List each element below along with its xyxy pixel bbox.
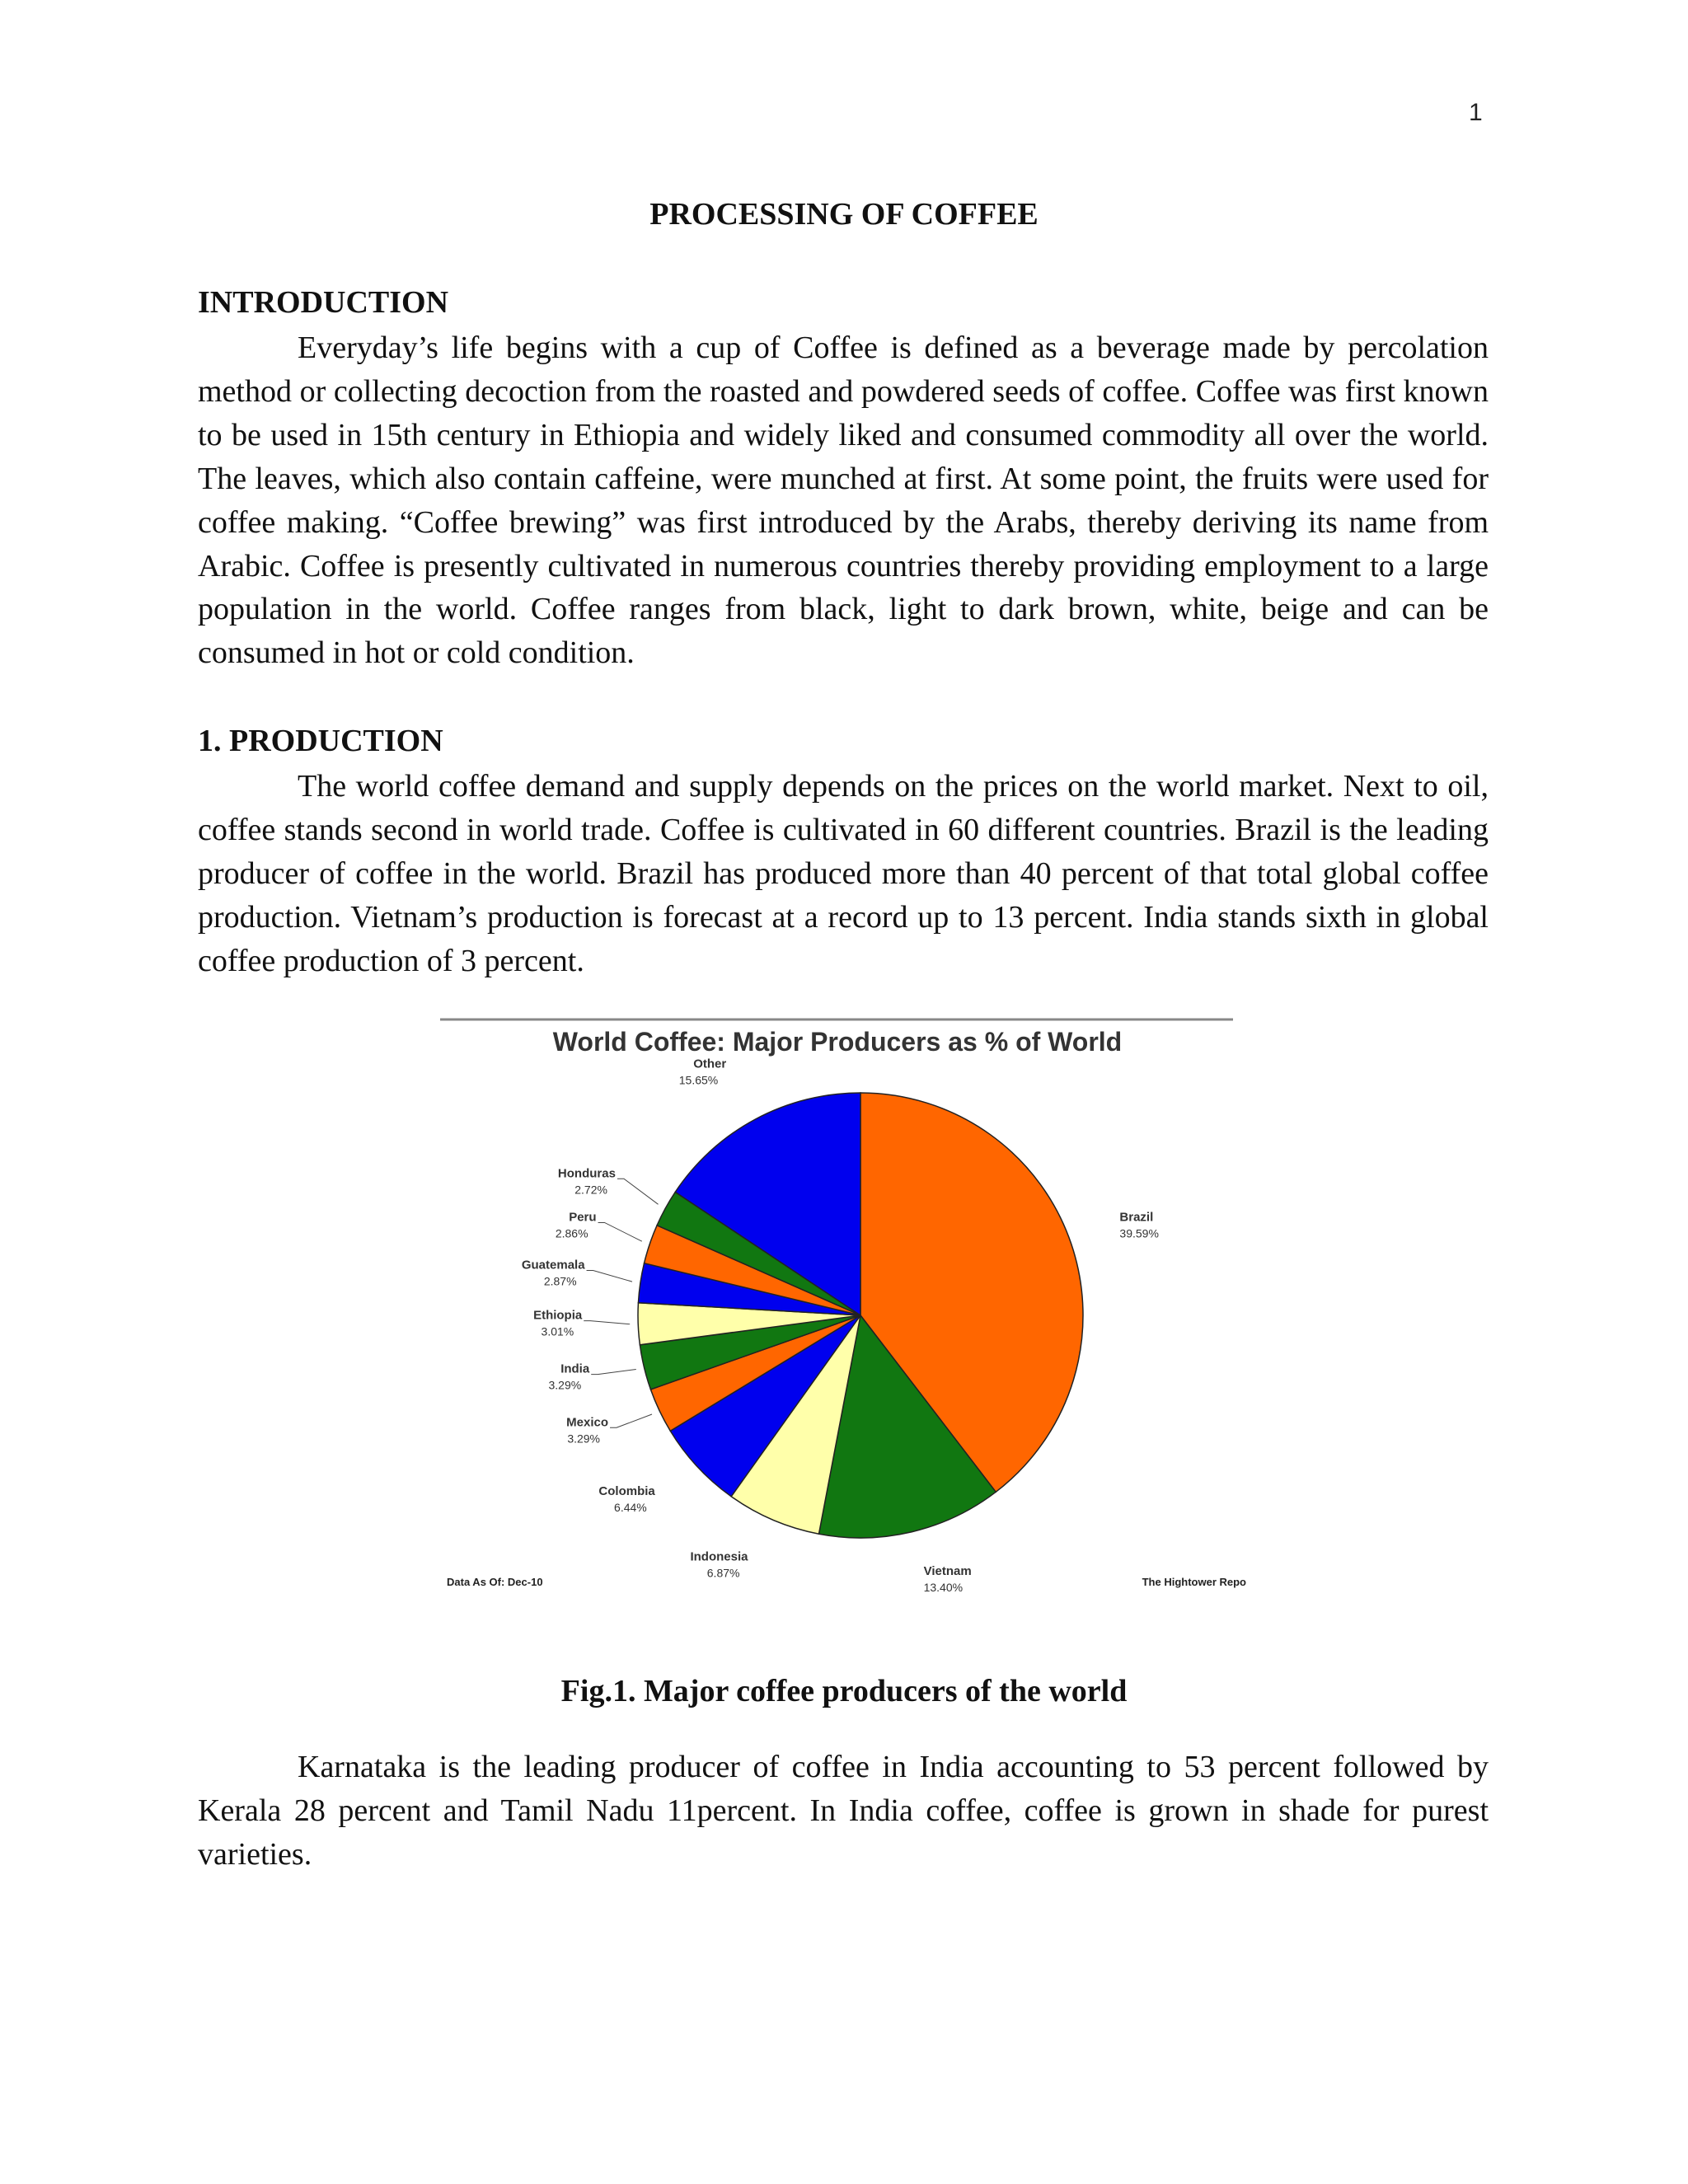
pie-value-vietnam: 13.40% xyxy=(923,1581,964,1595)
pie-chart-figure xyxy=(440,1012,1248,1614)
pie-value-honduras: 2.72% xyxy=(574,1183,607,1197)
pie-label-other: Other xyxy=(693,1057,727,1071)
page-number: 1 xyxy=(1469,99,1483,126)
production-paragraph: The world coffee demand and supply depends on the prices on the world market. Next to oil, coffee stands second in world trade. Coffee is cultivated in 60 different countries. Brazil is the leading producer of coffee in the world. Brazil has produced more than 40 percent of that total global coffee production. Vietnam’s production is forecast at a record up to 13 percent. India stands sixth in global coffee production of 3 percent. xyxy=(198,769,1489,978)
pie-label-guatemala: Guatemala xyxy=(521,1258,585,1272)
pie-label-ethiopia: Ethiopia xyxy=(533,1308,583,1323)
pie-value-other: 15.65% xyxy=(678,1073,719,1087)
pie-label-vietnam: Vietnam xyxy=(923,1564,972,1579)
pie-value-india: 3.29% xyxy=(548,1378,582,1392)
pie-value-ethiopia: 3.01% xyxy=(541,1324,574,1338)
pie-value-brazil: 39.59% xyxy=(1119,1226,1159,1240)
pie-slices xyxy=(638,1093,1083,1538)
introduction-paragraph: Everyday’s life begins with a cup of Coffee is defined as a beverage made by percolation method or collecting decoction from the roasted and powdered seeds of coffee. Coffee was first known to be used in 15th century in Ethiopia and widely liked and consumed commodity all over the world. The leaves, which also contain caffeine, were munched at first. At some point, the fruits were used for coffee making. “Coffee brewing” was first introduced by the Arabs, thereby deriving its name from Arabic. Coffee is presently cultivated in numerous countries thereby providing employment to a large population in the world. Coffee ranges from black, light to dark brown, white, beige and can be consumed in hot or cold condition. xyxy=(198,330,1489,671)
pie-value-peru: 2.86% xyxy=(555,1226,588,1240)
pie-label-mexico: Mexico xyxy=(566,1415,609,1430)
pie-leader-line-peru xyxy=(598,1222,642,1241)
document-title: PROCESSING OF COFFEE xyxy=(649,197,1039,232)
pie-label-colombia: Colombia xyxy=(598,1483,655,1498)
chart-footnote-publisher: The Hightower Repo xyxy=(1142,1576,1246,1588)
pie-leader-line-india xyxy=(591,1369,636,1374)
pie-value-mexico: 3.29% xyxy=(567,1432,601,1446)
pie-label-peru: Peru xyxy=(569,1210,597,1225)
chart-footnote-source-date: Data As Of: Dec-10 xyxy=(447,1576,543,1588)
pie-label-india: India xyxy=(560,1361,590,1376)
pie-leader-line-ethiopia xyxy=(584,1321,630,1324)
pie-label-honduras: Honduras xyxy=(557,1166,616,1181)
closing-paragraph: Karnataka is the leading producer of coffee in India accounting to 53 percent followed by Kerala 28 percent and Tamil Nadu 11percent. In India coffee, coffee is grown in shade for purest varieties. xyxy=(198,1750,1489,1872)
pie-value-colombia: 6.44% xyxy=(614,1500,647,1514)
pie-leader-line-mexico xyxy=(610,1414,652,1427)
pie-value-indonesia: 6.87% xyxy=(706,1566,740,1580)
pie-leader-line-guatemala xyxy=(587,1271,632,1282)
introduction-heading: INTRODUCTION xyxy=(198,285,449,320)
pie-label-brazil: Brazil xyxy=(1119,1210,1154,1225)
pie-label-indonesia: Indonesia xyxy=(690,1549,748,1564)
pie-chart xyxy=(440,1012,1248,1614)
pie-leader-line-honduras xyxy=(617,1179,659,1204)
figure-caption: Fig.1. Major coffee producers of the world xyxy=(560,1674,1128,1708)
production-heading: 1. PRODUCTION xyxy=(198,724,443,758)
pie-value-guatemala: 2.87% xyxy=(543,1274,577,1288)
chart-title: World Coffee: Major Producers as % of World xyxy=(552,1027,1123,1057)
